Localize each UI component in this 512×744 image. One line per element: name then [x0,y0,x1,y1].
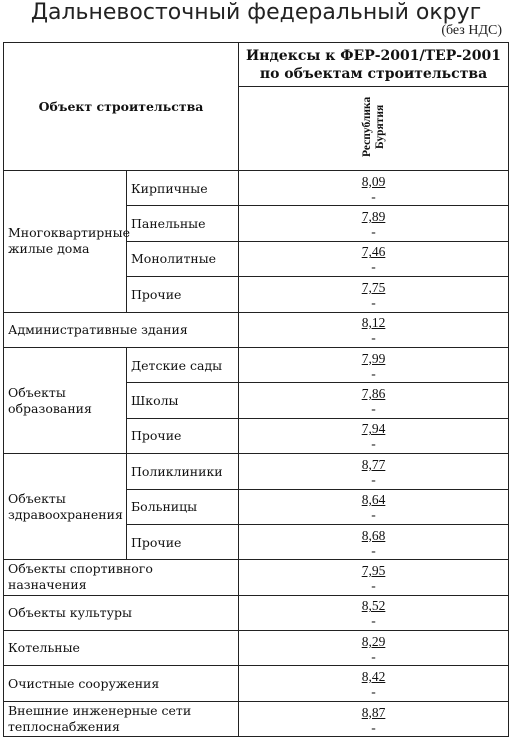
table-row [4,454,509,489]
category-treatment: Очистные сооружения [4,666,239,701]
subcategory-label: Прочие [127,524,239,559]
index-value: 8,68 [361,527,386,543]
subcategory-label: Панельные [127,206,239,241]
index-note: - [371,401,376,417]
index-cell [239,347,509,382]
index-value: 8,77 [361,456,386,472]
table-row [4,560,509,595]
table-row [4,631,509,666]
index-cell [239,312,509,347]
index-note: - [371,259,376,275]
index-cell [239,454,509,489]
subcategory-label: Монолитные [127,241,239,276]
category-healthcare: Объекты здравоохранения [4,454,127,560]
table-row [4,171,509,206]
index-note: - [371,684,376,700]
index-value: 8,42 [361,669,386,685]
index-value: 7,99 [361,350,386,366]
index-cell [239,418,509,453]
table-row [4,701,509,736]
region-column-header [239,87,509,171]
subcategory-label: Прочие [127,277,239,312]
index-value: 8,12 [361,315,386,331]
category-apartments: Многоквартирные жилые дома [4,171,127,313]
region-label: Республика Бурятия [360,96,386,158]
object-column-header: Объект строительства [4,43,239,171]
table-row [4,347,509,382]
index-note: - [371,507,376,523]
category-heating-networks: Внешние инженерные сети теплоснабжения [4,701,239,736]
index-note: - [371,471,376,487]
index-cell [239,560,509,595]
index-value: 8,29 [361,633,386,649]
index-note: - [371,648,376,664]
index-note: - [371,224,376,240]
index-note: - [371,294,376,310]
category-education: Объекты образования [4,347,127,453]
category-boilers: Котельные [4,631,239,666]
category-culture: Объекты культуры [4,595,239,630]
index-note: - [371,542,376,558]
index-cell [239,489,509,524]
index-cell [239,631,509,666]
index-cell [239,171,509,206]
index-note: - [371,577,376,593]
index-value: 7,75 [361,279,386,295]
indices-column-header: Индексы к ФЕР-2001/ТЕР-2001 по объектам строительства [239,43,509,87]
vat-note: (без НДС) [441,23,502,38]
subcategory-label: Прочие [127,418,239,453]
index-value: 8,09 [361,173,386,189]
index-note: - [371,188,376,204]
subcategory-label: Школы [127,383,239,418]
subcategory-label: Кирпичные [127,171,239,206]
price-index-table [3,42,509,737]
subcategory-label: Больницы [127,489,239,524]
index-cell [239,206,509,241]
index-note: - [371,330,376,346]
table-row [4,666,509,701]
table-row [4,312,509,347]
index-cell [239,701,509,736]
index-value: 8,52 [361,598,386,614]
subcategory-label: Поликлиники [127,454,239,489]
index-cell [239,277,509,312]
index-note: - [371,719,376,735]
index-value: 7,95 [361,562,386,578]
subcategory-label: Детские сады [127,347,239,382]
index-note: - [371,436,376,452]
index-cell [239,595,509,630]
index-value: 7,89 [361,209,386,225]
index-value: 8,64 [361,492,386,508]
index-note: - [371,613,376,629]
index-value: 7,86 [361,386,386,402]
index-value: 8,87 [361,704,386,720]
index-cell [239,524,509,559]
index-value: 7,46 [361,244,386,260]
index-cell [239,241,509,276]
index-value: 7,94 [361,421,386,437]
index-note: - [371,365,376,381]
index-cell [239,383,509,418]
category-sports: Объекты спортивного назначения [4,560,239,595]
category-administrative: Административные здания [4,312,239,347]
page-title: Дальневосточный федеральный округ [30,0,482,25]
table-row [4,595,509,630]
index-cell [239,666,509,701]
